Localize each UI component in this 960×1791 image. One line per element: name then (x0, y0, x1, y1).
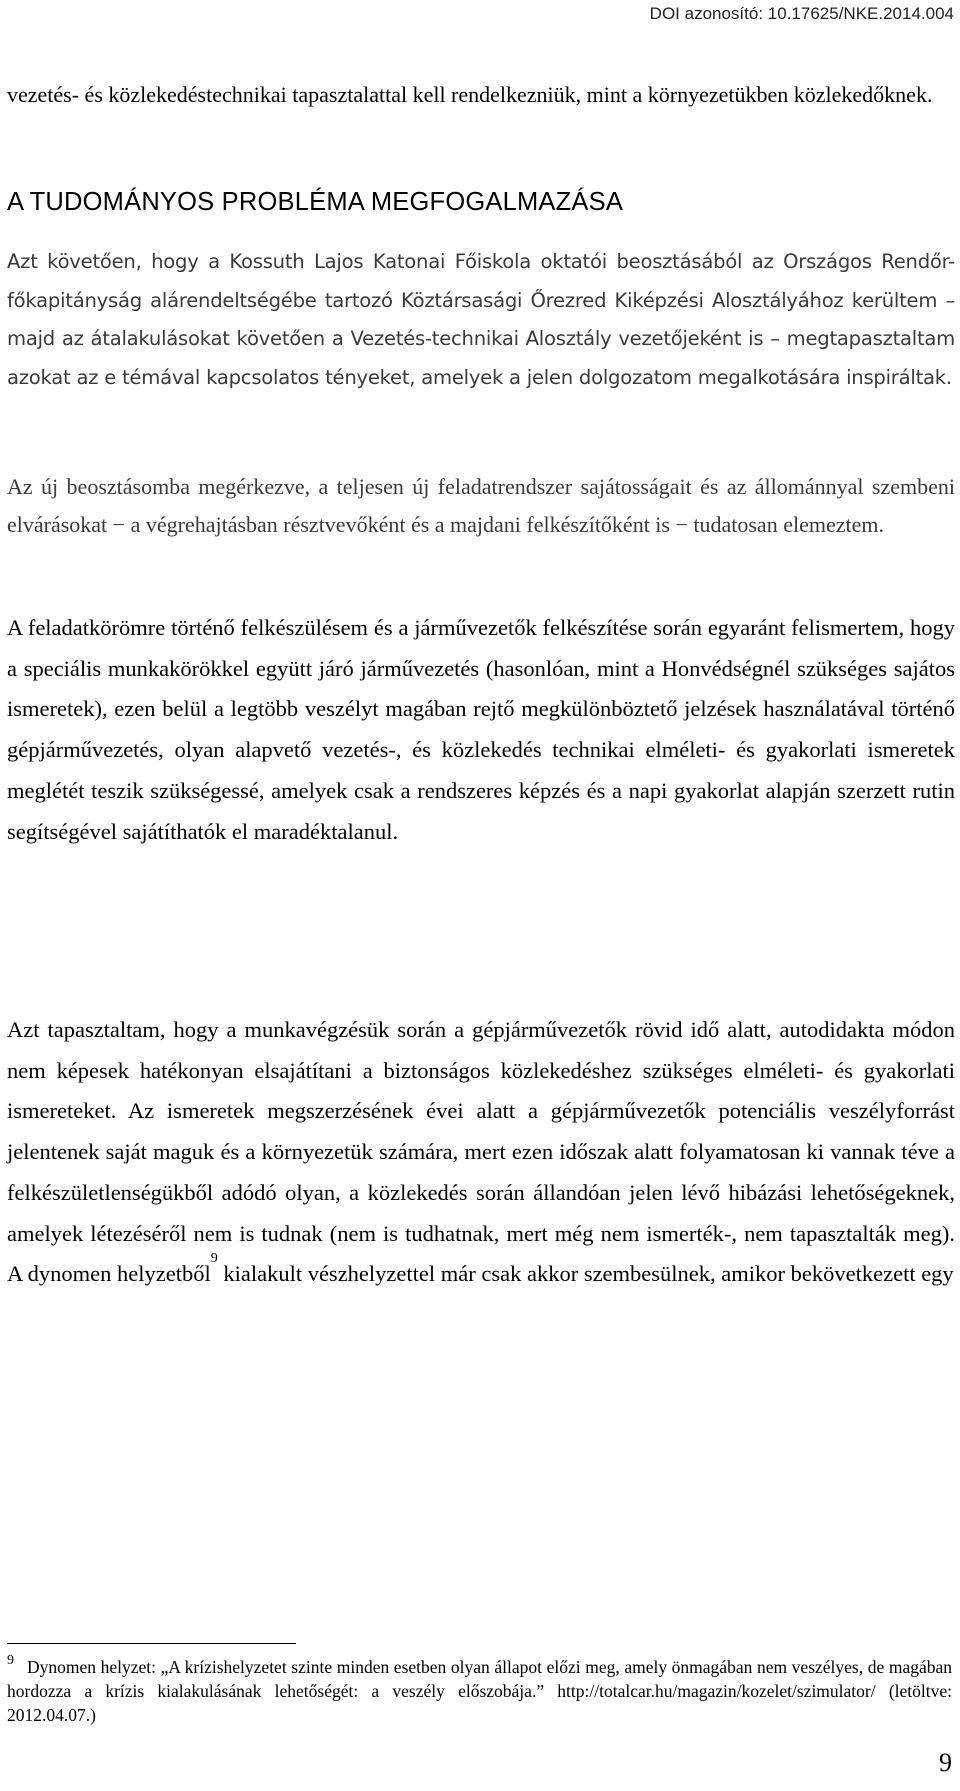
paragraph-2-block (7, 468, 955, 544)
paragraph-4-main: Azt tapasztaltam, hogy a munkavégzésük során a gépjárművezetők rövid idő alatt, autodidakta módon nem képesek hatékonyan elsajátítani a biztonságos közlekedéshez szükséges elméleti- és gyakorlati ismereteket. Az ismeretek megszerzésének évei alatt a gépjárművezetők potenciális veszélyforrást jelentenek saját maguk és a környezetük számára, mert ezen időszak alatt folyamatosan ki vannak téve a felkészületlenségükből adódó olyan, a közlekedés során állandóan jelen lévő hibázási lehetőségeknek, amelyek létezéséről nem is tudnak (nem is tudhatnak, mert még nem ismerték-, nem tapasztalták meg). A dynomen helyzetből (7, 1017, 955, 1287)
footnote (7, 1655, 952, 1727)
doi-header: DOI azonosító: 10.17625/NKE.2014.004 (649, 4, 954, 23)
intro-continuation-paragraph: vezetés- és közlekedéstechnikai tapasztalattal kell rendelkezniük, mint a környezetükben közlekedőknek. (7, 82, 933, 107)
paragraph-4 (7, 1010, 955, 1295)
paragraph-4-block (7, 1010, 955, 1295)
footnote-reference[interactable]: 9 (210, 1250, 218, 1266)
intro-paragraph-block (7, 76, 955, 114)
paragraph-2: Az új beosztásomba megérkezve, a teljesen új feladatrendszer sajátosságait és az állománnyal szembeni elvárásokat − a végrehajtásban résztvevőként és a majdani felkészítőként is − tudatosan elemeztem. (7, 474, 955, 537)
page-number: 9 (939, 1748, 952, 1777)
paragraph-4-end: kialakult vészhelyzettel már csak akkor szembesülnek, amikor bekövetkezett egy (217, 1261, 954, 1287)
paragraph-3: A feladatkörömre történő felkészülésem és a járművezetők felkészítése során egyaránt felismertem, hogy a speciális munkakörökkel együtt járó járművezetés (hasonlóan, mint a Honvédségnél szükséges sajátos ismeretek), ezen belül a legtöbb veszélyt magában rejtő megkülönböztető jelzések használatával történő gépjárművezetés, olyan alapvető vezetés-, és közlekedés technikai elméleti- és gyakorlati ismeretek meglétét teszik szükségessé, amelyek csak a rendszeres képzés és a napi gyakorlat alapján szerzett rutin segítségével sajátíthatók el maradéktalanul. (7, 615, 955, 844)
paragraph-1 (7, 243, 955, 397)
paragraph-3-block (7, 608, 955, 852)
paragraph-1-part2: majd az átalakulásokat követően a Vezetés-technikai Alosztály vezetőjeként is (7, 327, 771, 350)
footnote-number: 9 (7, 1653, 14, 1668)
paragraph-1-dash2: – (770, 327, 780, 350)
heading-block (7, 188, 955, 217)
paragraph-1-dash1: – (945, 288, 955, 312)
footnote-text: Dynomen helyzet: „A krízishelyzetet szinte minden esetben olyan állapot előzi meg, amely önmagában nem veszélyes, de magában hordozza a krízis kialakulásának lehetőségét: a veszély előszobája.” http://totalcar.hu/magazin/kozelet/szimulator/ (letöltve: 2012.04.07.) (7, 1657, 952, 1725)
paragraph-1-block (7, 243, 955, 397)
section-heading: A TUDOMÁNYOS PROBLÉMA MEGFOGALMAZÁSA (7, 188, 624, 216)
paragraph-1-part3: megtapasztaltam azokat az e témával kapcsolatos tényeket, amelyek a jelen dolgozatom megalkotására inspiráltak. (7, 327, 955, 389)
paragraph-1-part1: Azt követően, hogy a Kossuth Lajos Katonai Főiskola oktatói beosztásából az Országos Rendőr-főkapitányság alárendeltségébe tartozó Köztársasági Őrezred Kiképzési Alosztályához kerültem (7, 250, 955, 312)
footnote-divider (7, 1643, 296, 1644)
